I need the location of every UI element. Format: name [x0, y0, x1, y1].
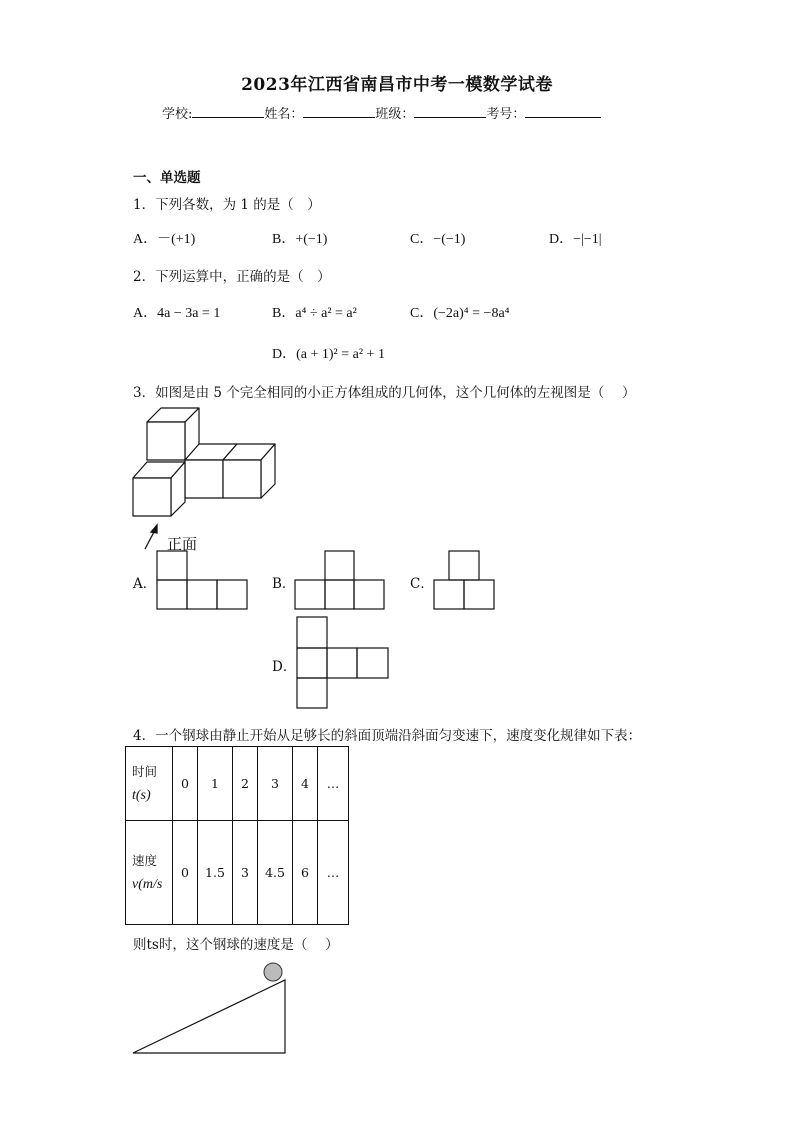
section-title: 一、单选题 [133, 170, 201, 186]
speed-cell: … [318, 821, 349, 925]
q3-option-b-label[interactable]: B． [272, 576, 296, 592]
time-cell: 3 [258, 747, 293, 821]
q3-stem: 3．如图是由 5 个完全相同的小正方体组成的几何体，这个几何体的左视图是（ ） [133, 385, 636, 401]
speed-cell: 3 [233, 821, 258, 925]
speed-cell: 4.5 [258, 821, 293, 925]
speed-header: 速度 v(m/s [126, 821, 173, 925]
time-cell: 4 [293, 747, 318, 821]
q1-option-b[interactable]: B．+(−1) [272, 232, 328, 247]
speed-table [125, 746, 349, 925]
class-label: 班级： [375, 107, 415, 122]
school-label: 学校: [162, 107, 193, 122]
q4-stem: 4．一个钢球由静止开始从足够长的斜面顶端沿斜面匀变速下，速度变化规律如下表： [133, 728, 642, 744]
speed-cell: 6 [293, 821, 318, 925]
steel-ball [264, 963, 282, 981]
exam-no-label: 考号： [486, 107, 526, 122]
speed-cell: 1.5 [198, 821, 233, 925]
q1-option-c[interactable]: C．−(−1) [410, 232, 466, 247]
q4-follow: 则ts时，这个钢球的速度是（ ） [133, 937, 339, 953]
q2-option-c[interactable]: C．(−2a)⁴ = −8a⁴ [410, 306, 510, 321]
time-cell: … [318, 747, 349, 821]
q2-option-a[interactable]: A．4a − 3a = 1 [133, 306, 221, 321]
student-info-line [162, 103, 601, 122]
q3-option-c-label[interactable]: C． [410, 576, 434, 592]
q2-option-d[interactable]: D．(a + 1)² = a² + 1 [272, 347, 385, 362]
page-title: 2023年江西省南昌市中考一模数学试卷 [241, 75, 553, 95]
incline-triangle [133, 980, 285, 1053]
name-blank[interactable] [303, 105, 375, 118]
speed-cell: 0 [173, 821, 198, 925]
school-blank[interactable] [192, 105, 264, 118]
class-blank[interactable] [414, 105, 486, 118]
q3-option-d-label[interactable]: D． [272, 659, 297, 675]
option-b-view [295, 551, 384, 609]
option-d-view [297, 617, 388, 708]
name-label: 姓名： [264, 107, 304, 122]
time-cell: 0 [173, 747, 198, 821]
time-cell: 1 [198, 747, 233, 821]
q1-option-d[interactable]: D．−|−1| [549, 232, 602, 247]
option-a-view [157, 551, 247, 609]
time-cell: 2 [233, 747, 258, 821]
front-label: 正面 [167, 535, 198, 553]
q3-option-a-label[interactable]: A． [133, 576, 157, 592]
q1-stem: 1．下列各数，为 1 的是（ ） [133, 197, 321, 213]
option-c-view [434, 551, 494, 609]
q2-option-b[interactable]: B．a⁴ ÷ a² = a² [272, 306, 357, 321]
time-header: 时间 t(s) [126, 747, 173, 821]
q1-option-a[interactable]: A．－(+1) [133, 232, 196, 247]
exam-no-blank[interactable] [525, 105, 601, 118]
q2-stem: 2．下列运算中，正确的是（ ） [133, 269, 331, 285]
